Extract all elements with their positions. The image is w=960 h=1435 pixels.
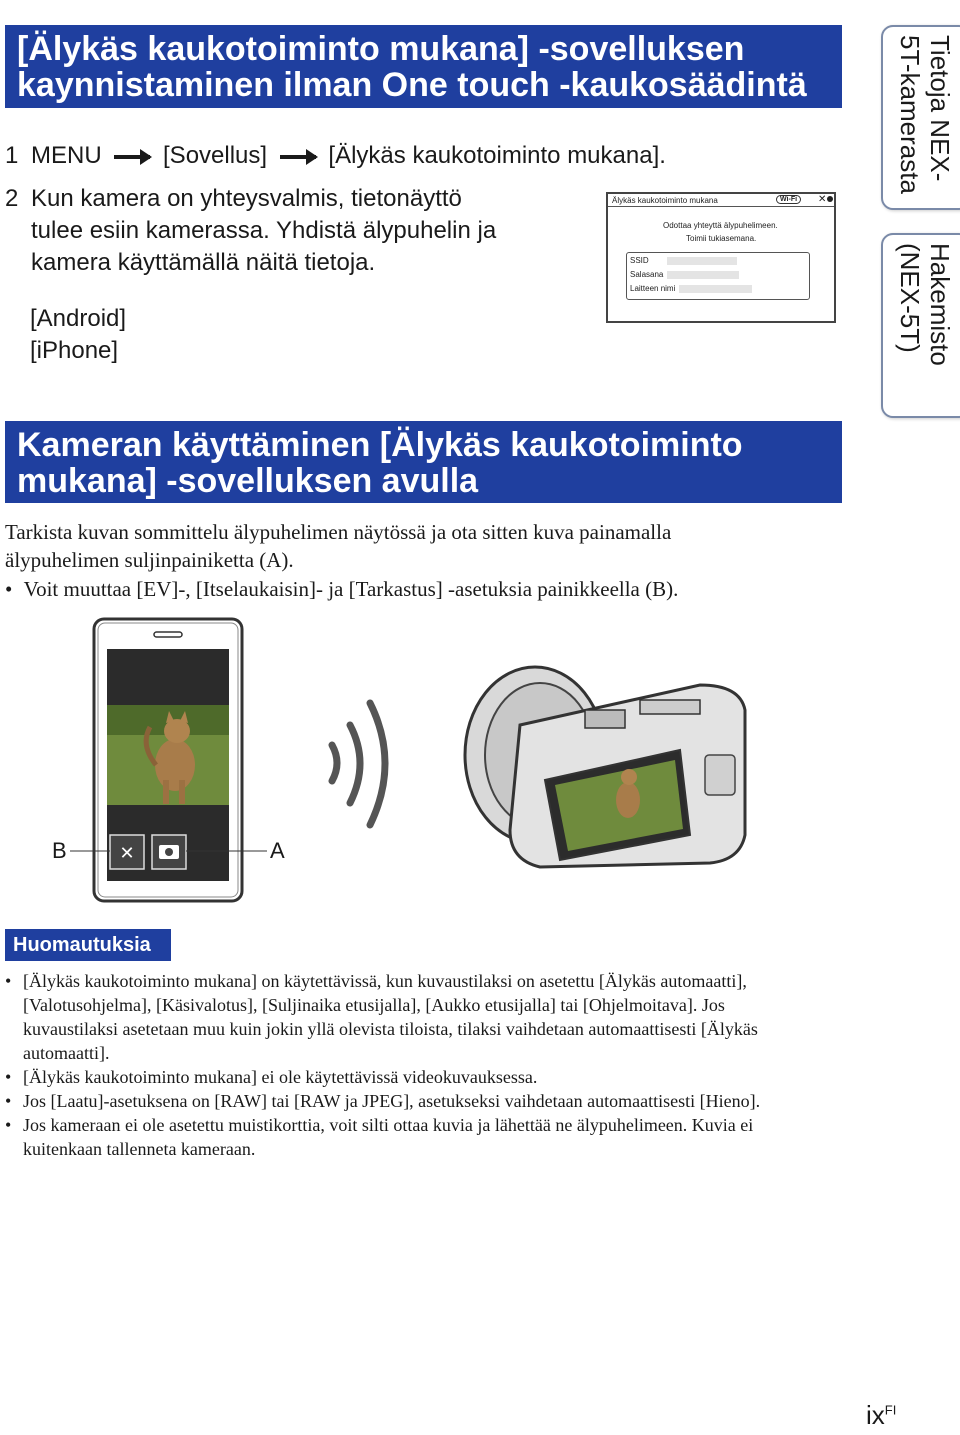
note1-line4: automaatti]. — [23, 1043, 110, 1063]
step2-line1: Kun kamera on yhteysvalmis, tietonäyttö — [31, 185, 462, 212]
ssid-value — [667, 257, 737, 265]
header2-line2: mukana] -sovelluksen avulla — [17, 462, 479, 500]
password-label: Salasana — [630, 270, 664, 279]
note-4 — [5, 1113, 835, 1161]
credentials-box — [626, 252, 810, 300]
note-2 — [5, 1065, 835, 1089]
illustration — [40, 615, 770, 905]
camera-illustration — [465, 667, 745, 867]
arrow-right-icon — [280, 155, 316, 159]
section-header-remote-start — [5, 25, 842, 108]
svg-text:✕: ✕ — [119, 843, 135, 864]
wireless-signal-icon — [332, 703, 385, 825]
header2-line1: Kameran käyttäminen [Älykäs kaukotoiminto — [17, 426, 743, 464]
step-number: 1 — [5, 142, 19, 169]
body-para1-line2: älypuhelimen suljinpainiketta (A). — [5, 548, 294, 572]
note-1 — [5, 969, 835, 1065]
note4-line2: kuitenkaan tallenneta kameraan. — [23, 1139, 256, 1159]
page-number-value: ix — [866, 1400, 885, 1430]
bullet-icon: • — [5, 1115, 12, 1135]
step2-line3: kamera käyttämällä näitä tietoja. — [31, 249, 376, 276]
section-header-using-camera — [5, 421, 842, 503]
record-dot-icon — [827, 196, 833, 202]
password-value — [667, 271, 739, 279]
body-para1-line1: Tarkista kuvan sommittelu älypuhelimen näytössä ja ota sitten kuva painamalla — [5, 520, 672, 544]
bullet-icon: • — [5, 577, 13, 601]
note-3 — [5, 1089, 835, 1113]
body-bullet1 — [5, 575, 845, 603]
divider — [608, 206, 834, 207]
step-2 — [5, 183, 585, 283]
close-icon: ✕ — [818, 194, 827, 205]
note1-line3: kuvaustilaksi asetetaan muu kuin jokin yllä olevista tiloista, tilaksi vaihdetaan automaattisesti [Älykäs — [23, 1019, 758, 1039]
label-b: B — [52, 838, 67, 863]
bullet-icon: • — [5, 1067, 12, 1087]
label-a: A — [270, 838, 285, 863]
android-label: [Android] — [30, 305, 127, 332]
note1-line2: [Valotusohjelma], [Käsivalotus], [Suljinaika etusijalla], [Aukko etusijalla] tai [Ohjelmoitava]. Jos — [23, 995, 725, 1015]
menu-item-label: [Älykäs kaukotoiminto mukana]. — [328, 142, 666, 169]
tab-index-label: Hakemisto (NEX-5T) — [895, 243, 955, 366]
header1-line2: kaynnistaminen ilman One touch -kaukosäädintä — [17, 66, 807, 104]
page-number — [866, 1400, 896, 1431]
note3-text: Jos [Laatu]-asetuksena on [RAW] tai [RAW ja JPEG], asetukseksi vaihdetaan automaattisesti [Hieno]. — [23, 1091, 761, 1111]
page-lang: FI — [884, 1402, 897, 1418]
notes-title: Huomautuksia — [5, 929, 171, 961]
tab-about-camera-label: Tietoja NEX-5T-kamerasta — [895, 35, 955, 194]
step-number: 2 — [5, 185, 19, 212]
step-1 — [5, 140, 705, 174]
camera-info-screen — [606, 192, 836, 323]
app-label: [Sovellus] — [163, 142, 268, 169]
camera-screen-title: Älykäs kaukotoiminto mukana — [612, 196, 718, 205]
device-name-label: Laitteen nimi — [630, 284, 676, 293]
note1-line1: [Älykäs kaukotoiminto mukana] on käytettävissä, kun kuvaustilaksi on asetettu [Älykäs automaatti], — [23, 971, 747, 991]
iphone-label: [iPhone] — [30, 337, 119, 364]
wifi-icon: Wi-Fi — [776, 195, 801, 204]
bullet-icon: • — [5, 971, 12, 991]
menu-label: MENU — [31, 142, 102, 169]
arrow-right-icon — [114, 155, 150, 159]
step2-line2: tulee esiin kamerassa. Yhdistä älypuhelin ja — [31, 217, 497, 244]
note4-line1: Jos kameraan ei ole asetettu muistikorttia, voit silti ottaa kuvia ja lähettää ne älypuhelimeen. Kuvia ei — [23, 1115, 754, 1135]
header1-line1: [Älykäs kaukotoiminto mukana] -sovelluksen — [17, 30, 745, 68]
note2-text: [Älykäs kaukotoiminto mukana] ei ole käytettävissä videokuvauksessa. — [23, 1067, 538, 1087]
tab-about-camera[interactable] — [881, 25, 960, 210]
body-bullet1-text: Voit muuttaa [EV]-, [Itselaukaisin]- ja [Tarkastus] -asetuksia painikkeella (B). — [23, 577, 679, 601]
device-name-value — [679, 285, 752, 293]
smartphone-illustration — [94, 619, 242, 901]
camera-screen-msg2: Toimii tukiasemana. — [686, 234, 757, 243]
camera-screen-msg1: Odottaa yhteyttä älypuhelimeen. — [663, 221, 778, 230]
ssid-label: SSID — [630, 256, 649, 265]
bullet-icon: • — [5, 1091, 12, 1111]
tab-index[interactable] — [881, 233, 960, 418]
